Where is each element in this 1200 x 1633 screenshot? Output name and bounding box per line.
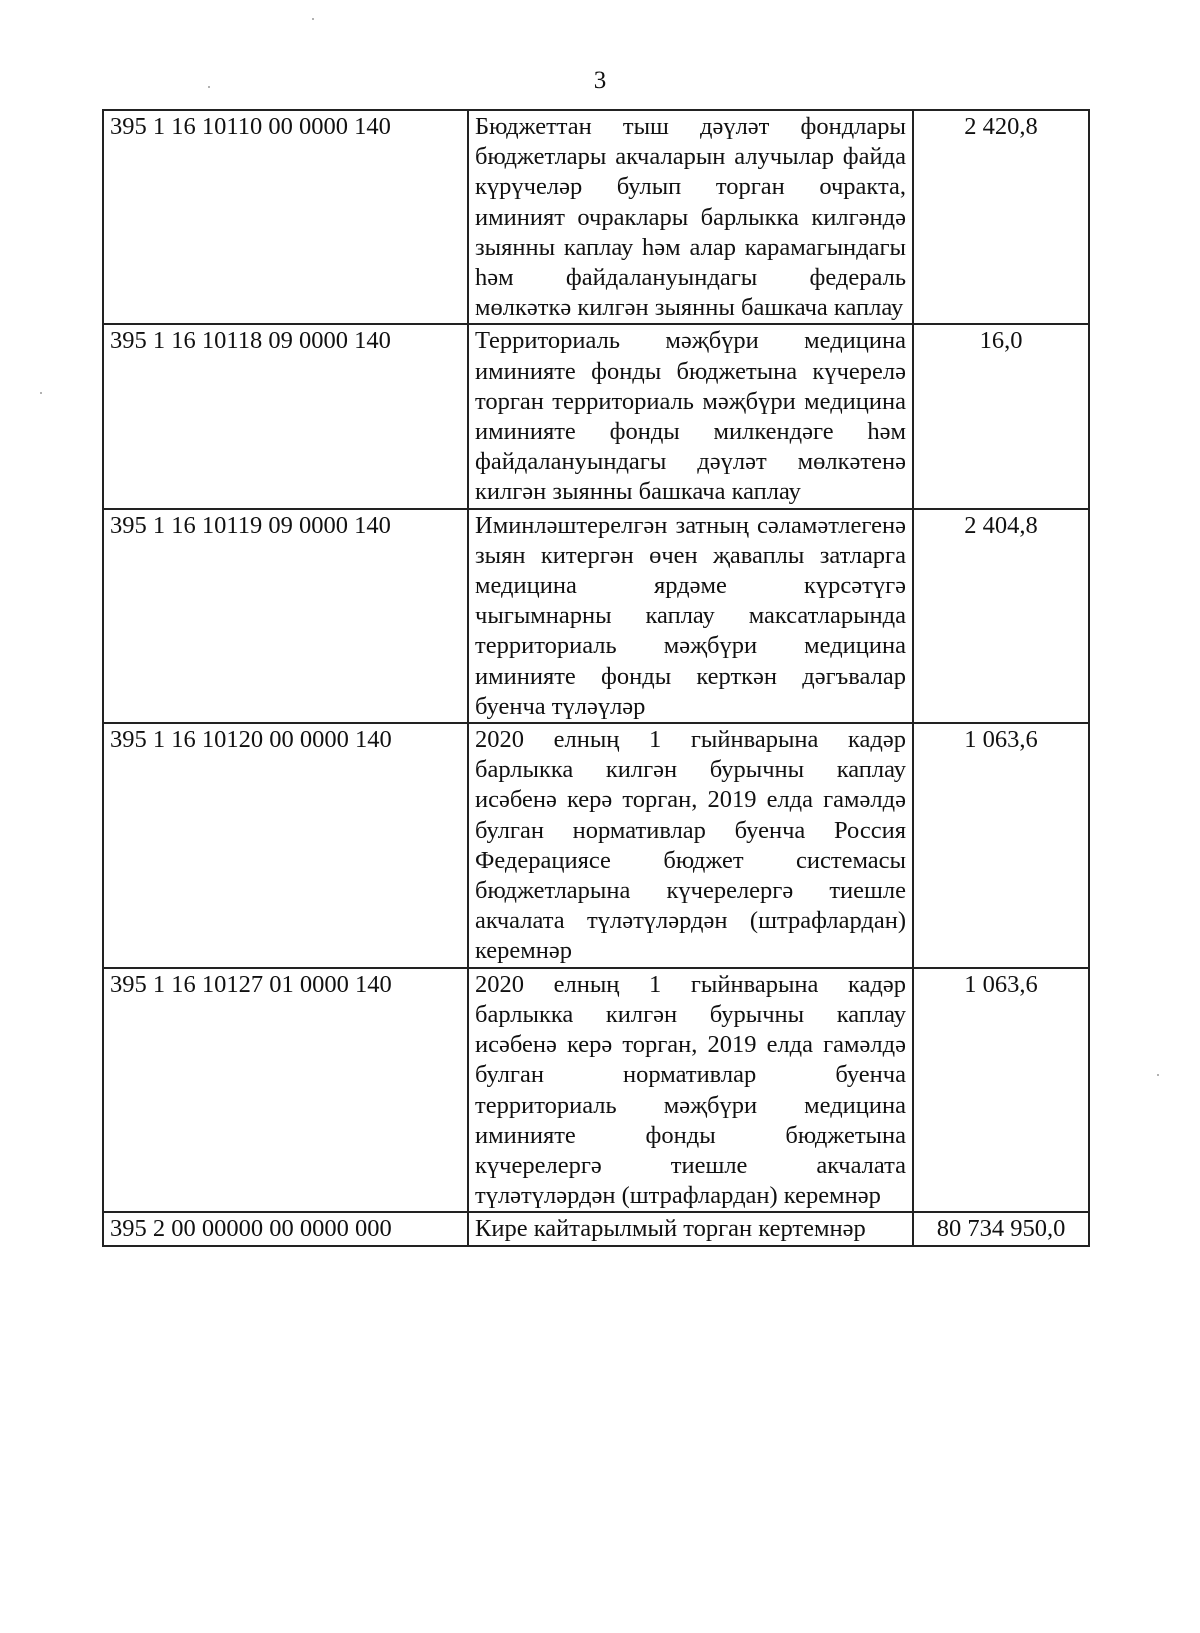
scan-speck [1157, 1074, 1159, 1076]
amount: 2 420,8 [913, 110, 1089, 324]
table-row [103, 509, 1089, 723]
income-name: 2020 елның 1 гыйнварына кадәр барлыкка килгән бурычны каплау исәбенә керә торган, 2019 елда гамәлдә булган нормативлар буенча Россия Федерациясе бюджет системасы бюджетларына күчерелергә тиешле акчалата түләтүләрдән (штрафлардан) керемнәр [468, 723, 913, 968]
budget-code: 395 1 16 10127 01 0000 140 [103, 968, 468, 1213]
amount: 80 734 950,0 [913, 1212, 1089, 1245]
scan-speck [312, 18, 314, 20]
income-name: Кире кайтарылмый торган кертемнәр [468, 1212, 913, 1245]
table-row [103, 723, 1089, 968]
budget-code: 395 1 16 10110 00 0000 140 [103, 110, 468, 324]
income-name: Территориаль мәҗбүри медицина иминияте фонды бюджетына күчерелә торган территориаль мәҗбүри медицина иминияте фонды милкендәге һәм файдалануындагы дәүләт мөлкәтенә килгән зыянны башкача каплау [468, 324, 913, 508]
budget-code: 395 1 16 10119 09 0000 140 [103, 509, 468, 723]
budget-table [102, 109, 1090, 1247]
budget-code: 395 1 16 10120 00 0000 140 [103, 723, 468, 968]
table-row [103, 968, 1089, 1213]
table-row [103, 324, 1089, 508]
page-number: 3 [593, 67, 607, 94]
budget-code: 395 2 00 00000 00 0000 000 [103, 1212, 468, 1245]
amount: 2 404,8 [913, 509, 1089, 723]
income-name: 2020 елның 1 гыйнварына кадәр барлыкка килгән бурычны каплау исәбенә керә торган, 2019 елда гамәлдә булган нормативлар буенча территориаль мәҗбүри медицина иминияте фонды бюджетына күчерелергә тиешле акчалата түләтүләрдән (штрафлардан) керемнәр [468, 968, 913, 1213]
budget-code: 395 1 16 10118 09 0000 140 [103, 324, 468, 508]
table-row [103, 1212, 1089, 1245]
income-name: Бюджеттан тыш дәүләт фондлары бюджетлары акчаларын алучылар файда күрүчеләр булып торган очракта, иминият очраклары барлыкка килгәндә зыянны каплау һәм алар карамагындагы һәм файдалануындагы федераль мөлкәткә килгән зыянны башкача каплау [468, 110, 913, 324]
amount: 16,0 [913, 324, 1089, 508]
scan-speck [208, 86, 210, 88]
amount: 1 063,6 [913, 968, 1089, 1213]
amount: 1 063,6 [913, 723, 1089, 968]
table-row [103, 110, 1089, 324]
scan-speck [40, 392, 42, 394]
income-name: Иминләштерелгән затның сәламәтлегенә зыян китергән өчен җаваплы затларга медицина ярдәме күрсәтүгә чыгымнарны каплау максатларында территориаль мәҗбүри медицина иминияте фонды керткән дәгъвалар буенча түләүләр [468, 509, 913, 723]
